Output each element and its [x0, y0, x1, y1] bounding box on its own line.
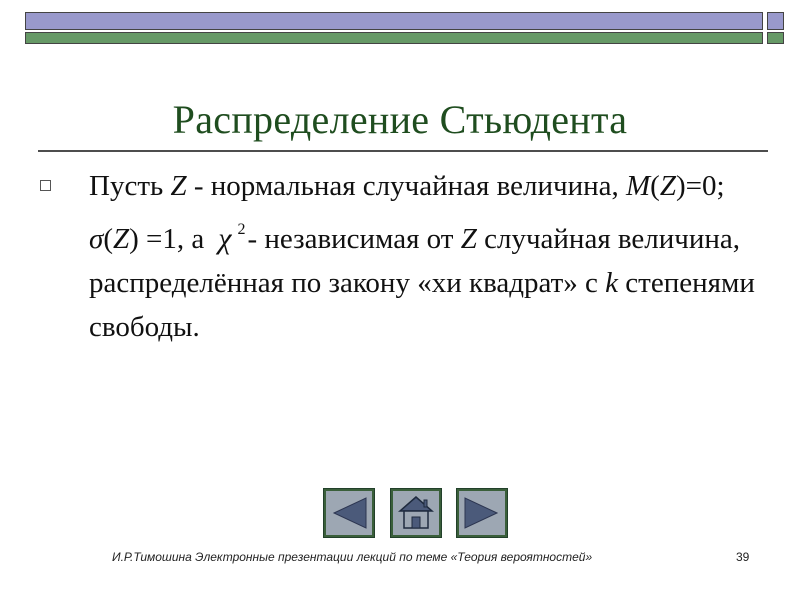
- chi-exponent: 2: [237, 221, 246, 238]
- text-segment: ) =1, а: [129, 223, 205, 255]
- var-z: Z: [170, 170, 187, 202]
- var-z: Z: [112, 223, 130, 255]
- text-segment: - независимая от: [247, 223, 461, 255]
- footer-caption: И.Р.Тимошина Электронные презентации лекций по теме «Теория вероятностей»: [112, 550, 593, 564]
- var-sigma: σ: [89, 223, 104, 255]
- home-icon: [393, 491, 439, 535]
- text-segment: Пусть: [89, 170, 171, 202]
- text-segment: степенями свободы.: [89, 267, 755, 343]
- next-arrow-icon: [459, 491, 505, 535]
- var-m: M: [626, 170, 651, 202]
- text-segment: случайная величина, распределённая по закону «хи квадрат» с: [89, 223, 741, 299]
- text-segment: )=0;: [675, 170, 725, 202]
- bullet-square-icon: [40, 180, 51, 191]
- second-decor-bar: [25, 32, 763, 44]
- top-decor-bar: [25, 12, 763, 30]
- previous-slide-button[interactable]: [324, 489, 374, 537]
- var-k: k: [605, 267, 619, 299]
- title-divider: [38, 150, 768, 152]
- text-segment: - нормальная случайная величина,: [186, 170, 626, 202]
- page-number: 39: [736, 550, 750, 564]
- chi-symbol: χ: [218, 222, 232, 255]
- top-decor-square: [767, 12, 784, 30]
- second-decor-square: [767, 32, 784, 44]
- chi-squared-formula: [218, 208, 245, 261]
- next-slide-button[interactable]: [457, 489, 507, 537]
- text-segment: (: [650, 170, 660, 202]
- home-button[interactable]: [391, 489, 441, 537]
- previous-arrow-icon: [326, 491, 372, 535]
- var-z: Z: [460, 223, 477, 255]
- body-paragraph: [89, 164, 759, 349]
- slide-title: Распределение Стьюдента: [172, 97, 628, 142]
- var-z: Z: [659, 170, 676, 202]
- text-segment: (: [103, 223, 113, 255]
